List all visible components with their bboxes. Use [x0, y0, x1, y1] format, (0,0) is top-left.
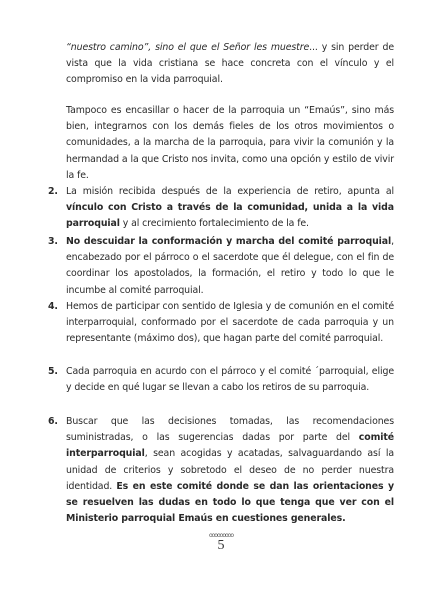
item-text-part: , sean acogidas y acatadas, salvaguardando así la unidad de criterios y sobretodo el deseo de no perder nuestra identidad. [66, 448, 394, 492]
item-text [66, 234, 394, 299]
item-text-part: Hemos de participar con sentido de Iglesia y de comunión en el comité interparroquial, conformado por el sacerdote de cada parroquia y un representante (máximo dos), que hagan parte del comité parroquial. [66, 301, 394, 345]
paragraph-intro [66, 40, 394, 89]
item-number: 4. [48, 301, 58, 312]
list-item-3 [48, 234, 394, 299]
item-bold-text: Es en este comité donde se dan las orientaciones y se resuelven las dudas en todo lo que tenga que ver con el Ministerio parroquial Emaús en cuestiones generales. [66, 480, 394, 525]
paragraph-text: Tampoco es encasillar o hacer de la parroquia un “Emaús”, sino más bien, integrarnos con los demás fieles de los otros movimientos o comunidades, a la marcha de la parroquia, para vivir la comunión y la hermandad a la que Cristo nos invita, como una opción y estilo de vivir la fe. [66, 105, 394, 181]
item-number: 2. [48, 186, 58, 197]
item-number: 3. [48, 236, 58, 247]
footer-ornament: ooooooooo [208, 532, 234, 539]
item-text [66, 364, 394, 396]
list-item-5 [48, 364, 394, 396]
list-item-4 [48, 299, 394, 348]
item-text-part: y al crecimiento fortalecimiento de la fe. [119, 218, 309, 230]
item-number: 6. [48, 416, 58, 427]
item-text [66, 299, 394, 348]
list-item-2 [48, 184, 394, 233]
item-text-part: , encabezado por el párroco o el sacerdote que él delegue, con el fin de coordinar los apostolados, la formación, el retiro y todo lo que le incumbe al comité parroquial. [66, 236, 394, 296]
quote-text: “nuestro camino”, sino el que el Señor les muestre [66, 42, 310, 53]
item-text-part: Buscar que las decisiones tomadas, las recomendaciones suministradas, o las sugerencias dadas por parte del [66, 416, 394, 444]
paragraph-emaus [66, 103, 394, 184]
item-text-part: La misión recibida después de la experiencia de retiro, apunta al [66, 186, 394, 197]
page-number: 5 [217, 538, 225, 553]
list-item-6 [48, 414, 394, 527]
item-bold-text: vínculo con Cristo a través de la comunidad, unida a la vida parroquial [66, 202, 394, 230]
paragraph-text: ... y sin perder de vista que la vida cristiana se hace concreta con el vínculo y el compromiso en la vida parroquial. [66, 42, 394, 86]
item-text [66, 414, 394, 527]
item-bold-text: comité interparroquial [66, 432, 394, 460]
item-bold-text: No descuidar la conformación y marcha del comité parroquial [66, 236, 392, 247]
item-number: 5. [48, 366, 58, 377]
item-text [66, 184, 394, 233]
item-text-part: Cada parroquia en acurdo con el párroco y el comité ´parroquial, elige y decide en qué lugar se llevan a cabo los retiros de su parroquia. [66, 366, 394, 394]
